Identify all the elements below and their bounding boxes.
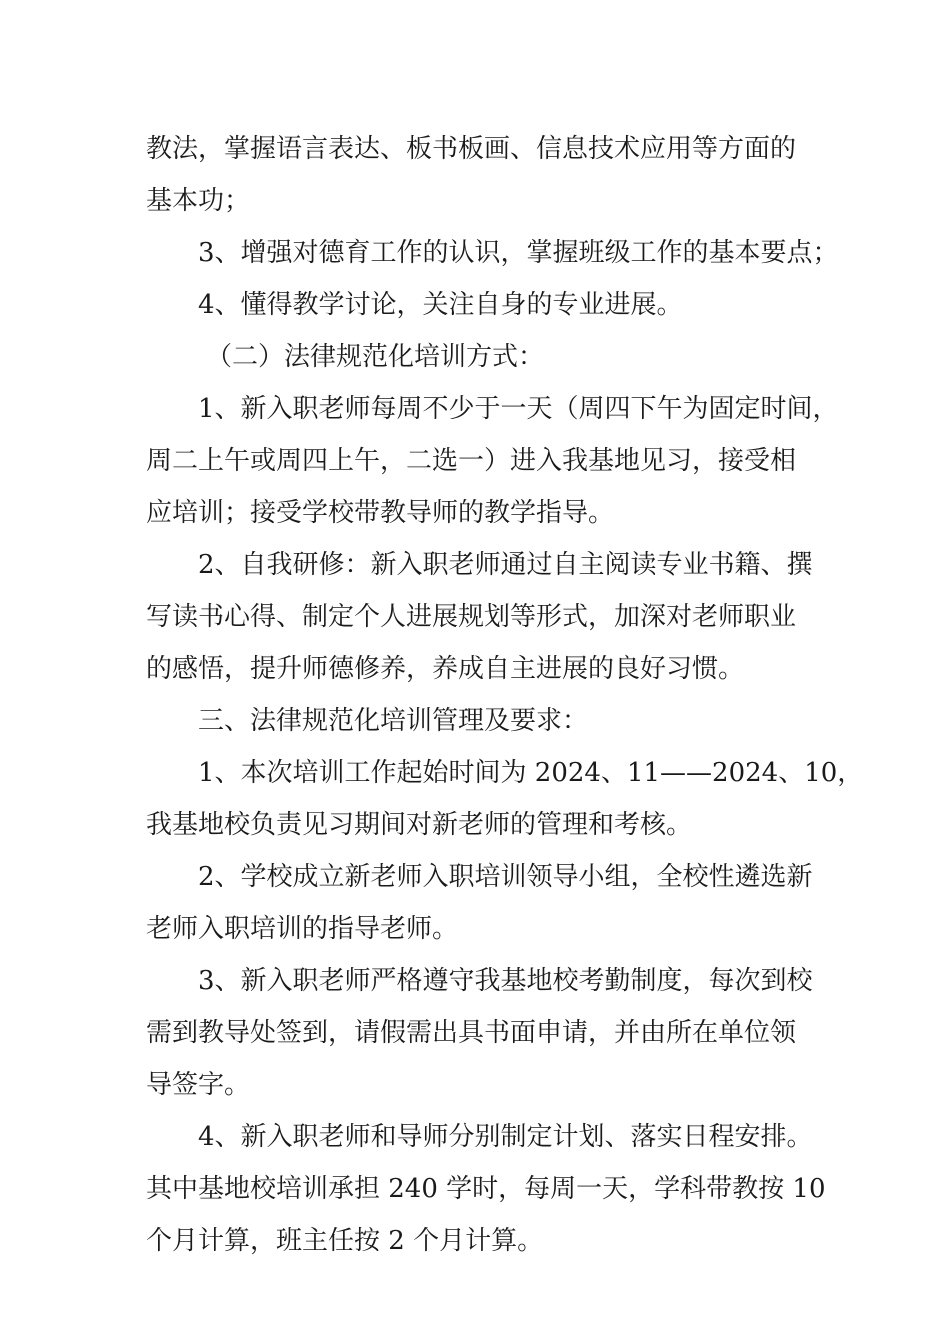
list-item-4: 4、新入职老师和导师分别制定计划、落实日程安排。 [198, 1122, 813, 1152]
text-line: 其中基地校培训承担 240 学时，每周一天，学科带教按 10 [146, 1174, 826, 1204]
text-line: 导签字。 [146, 1070, 251, 1100]
list-item-4: 4、懂得教学讨论，关注自身的专业进展。 [198, 290, 683, 320]
list-item-3: 3、新入职老师严格遵守我基地校考勤制度，每次到校 [198, 966, 813, 996]
list-item-3: 3、增强对德育工作的认识，掌握班级工作的基本要点； [198, 238, 839, 268]
text-line: 老师入职培训的指导老师。 [146, 914, 459, 944]
text-line: 教法，掌握语言表达、板书板画、信息技术应用等方面的 [146, 134, 797, 164]
list-item-2: 2、学校成立新老师入职培训领导小组，全校性遴选新 [198, 862, 813, 892]
text-line: 基本功； [146, 186, 251, 216]
text-line: 个月计算，班主任按 2 个月计算。 [146, 1226, 544, 1256]
list-item-2: 2、自我研修：新入职老师通过自主阅读专业书籍、撰 [198, 550, 813, 580]
document-body [146, 123, 864, 1267]
text-line: 周二上午或周四上午，二选一）进入我基地见习，接受相 [146, 446, 797, 476]
text-line: 应培训；接受学校带教导师的教学指导。 [146, 498, 615, 528]
text-line: 需到教导处签到，请假需出具书面申请，并由所在单位领 [146, 1018, 797, 1048]
text-line: 写读书心得、制定个人进展规划等形式，加深对老师职业 [146, 602, 797, 632]
text-line: 的感悟，提升师德修养，养成自主进展的良好习惯。 [146, 654, 745, 684]
section-heading-2: （二）法律规范化培训方式： [206, 342, 545, 372]
text-line: 我基地校负责见习期间对新老师的管理和考核。 [146, 810, 693, 840]
section-heading-3: 三、法律规范化培训管理及要求： [198, 706, 589, 736]
list-item-1: 1、本次培训工作起始时间为 2024、11——2024、10， [198, 758, 864, 788]
list-item-1: 1、新入职老师每周不少于一天（周四下午为固定时间， [198, 394, 839, 424]
